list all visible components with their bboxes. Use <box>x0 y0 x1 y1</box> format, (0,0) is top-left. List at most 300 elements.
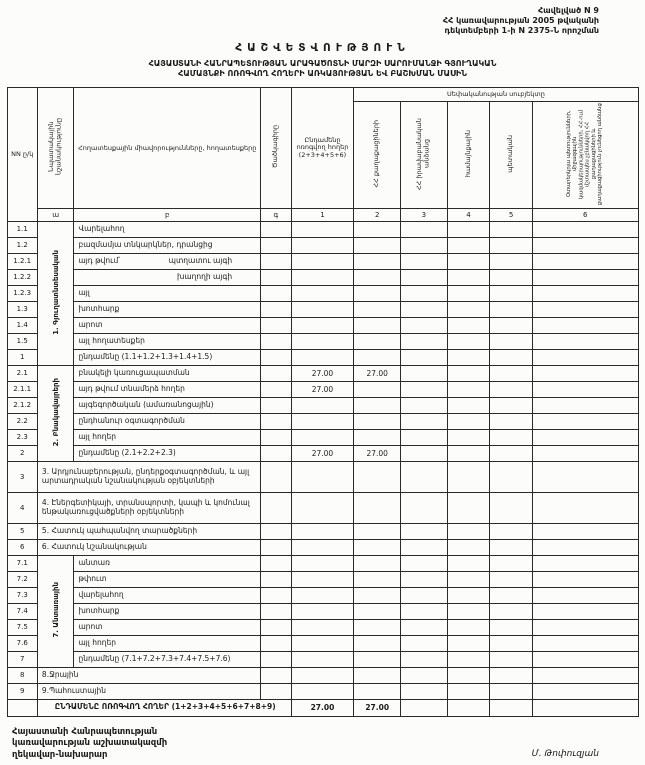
ownership-value-cell <box>532 699 638 716</box>
ownership-value-cell <box>447 683 490 699</box>
total-value-cell <box>291 651 354 667</box>
total-value-cell <box>291 587 354 603</box>
total-value-cell <box>291 237 354 253</box>
ownership-value-cell <box>532 539 638 555</box>
ownership-value-cell <box>532 523 638 539</box>
ownership-value-cell <box>401 333 448 349</box>
row-number-cell: 7 <box>7 651 37 667</box>
land-type-cell: բնակելի կառուցապատման <box>74 365 261 381</box>
land-type-cell: ընդհանուր օգտագործման <box>74 413 261 429</box>
ownership-value-cell <box>401 285 448 301</box>
row-number-cell: 1.2.1 <box>7 253 37 269</box>
ownership-value-cell <box>354 413 401 429</box>
ownership-value-cell <box>532 492 638 523</box>
total-value-cell: 27.00 <box>291 699 354 716</box>
ownership-value-cell <box>354 651 401 667</box>
category-label: 2. Բնակավայրերի <box>51 378 60 447</box>
ownership-value-cell <box>447 603 490 619</box>
table-row <box>7 587 638 603</box>
land-type-cell: 3. Արդյունաբերության, ընդերքօգտագործման, և այլ արտադրական նշանակության օբյեկտների <box>37 461 260 492</box>
ownership-value-cell <box>532 587 638 603</box>
state-header-label: պետական <box>506 134 515 173</box>
land-type-cell: ընդամենը (1.1+1.2+1.3+1.4+1.5) <box>74 349 261 365</box>
ownership-value-cell <box>401 523 448 539</box>
ownership-value-cell <box>532 461 638 492</box>
ownership-value-cell <box>447 333 490 349</box>
total-value-cell <box>291 619 354 635</box>
row-number-cell: 2.3 <box>7 429 37 445</box>
ownership-value-cell <box>532 365 638 381</box>
footer-block <box>12 727 629 761</box>
code-cell <box>261 523 291 539</box>
total-value-cell <box>291 603 354 619</box>
foreign-header-label: Օտարերկրյա պետությունների, միջազգային կազմակերպությունների, ՀՀ-ում մշտապես չբնակվող ՀՀ քաղաքացիների և քաղաքացիություն չունեցող անձանց <box>566 102 604 205</box>
row-number-cell: 5 <box>7 523 37 539</box>
ownership-value-cell <box>490 221 533 237</box>
code-cell <box>261 381 291 397</box>
category-cell <box>37 365 74 461</box>
code-cell <box>261 445 291 461</box>
row-number-cell: 2 <box>7 445 37 461</box>
ownership-value-cell <box>354 667 401 683</box>
total-value-cell <box>291 523 354 539</box>
col-header-foreign <box>532 101 638 208</box>
row-number-cell: 2.1 <box>7 365 37 381</box>
ownership-value-cell <box>490 381 533 397</box>
ownership-value-cell <box>490 667 533 683</box>
land-type-cell: այլ հողեր <box>74 429 261 445</box>
ownership-value-cell <box>532 603 638 619</box>
row-number-cell <box>7 699 37 716</box>
signatory-line3: ղեկավար-նախարար <box>12 749 108 760</box>
letter-cell: 4 <box>447 208 490 221</box>
land-type-cell: բազմամյա տնկարկներ, դրանցից <box>74 237 261 253</box>
ownership-value-cell <box>354 429 401 445</box>
code-cell <box>261 429 291 445</box>
land-type-cell: արոտ <box>74 619 261 635</box>
ownership-value-cell <box>354 523 401 539</box>
code-cell <box>261 269 291 285</box>
ownership-value-cell <box>532 429 638 445</box>
appendix-line1: Հավելված N 9 <box>537 6 599 15</box>
ownership-value-cell <box>354 397 401 413</box>
row-number-cell: 2.2 <box>7 413 37 429</box>
ownership-value-cell <box>401 683 448 699</box>
page-subtitle <box>6 59 639 80</box>
ownership-value-cell <box>447 555 490 571</box>
code-cell <box>261 397 291 413</box>
ownership-value-cell <box>490 445 533 461</box>
ownership-value-cell <box>490 603 533 619</box>
ownership-value-cell <box>401 555 448 571</box>
total-value-cell <box>291 317 354 333</box>
row-number-cell: 1.2.3 <box>7 285 37 301</box>
land-type-cell: 6. Հատուկ նշանակության <box>37 539 260 555</box>
land-type-cell: այգեգործական (ամառանոցային) <box>74 397 261 413</box>
ownership-value-cell <box>447 349 490 365</box>
land-type-cell: 9.Պահուստային <box>37 683 260 699</box>
table-row <box>7 699 638 716</box>
code-header-label: Ծածկագիրը <box>271 125 280 169</box>
letter-cell: 2 <box>354 208 401 221</box>
land-type-cell: արոտ <box>74 317 261 333</box>
ownership-value-cell <box>532 317 638 333</box>
ownership-value-cell <box>490 237 533 253</box>
total-value-cell <box>291 397 354 413</box>
land-type-cell: 8.Ջրային <box>37 667 260 683</box>
land-type-cell: 5. Հատուկ պահպանվող տարածքների <box>37 523 260 539</box>
total-value-cell <box>291 301 354 317</box>
ownership-value-cell <box>532 571 638 587</box>
ownership-value-cell <box>447 253 490 269</box>
ownership-value-cell <box>354 317 401 333</box>
table-row <box>7 413 638 429</box>
row-number-cell: 8 <box>7 667 37 683</box>
signatory-line2: կառավարության աշխատակազմի <box>12 738 168 749</box>
ownership-value-cell <box>447 237 490 253</box>
land-type-cell <box>74 253 261 269</box>
row-number-cell: 6 <box>7 539 37 555</box>
ownership-value-cell <box>532 269 638 285</box>
row-number-cell: 9 <box>7 683 37 699</box>
table-row <box>7 285 638 301</box>
code-cell <box>261 603 291 619</box>
category-label: 1. Գյուղատնտեսական <box>51 249 60 335</box>
row-number-cell: 3 <box>7 461 37 492</box>
ownership-value-cell <box>447 539 490 555</box>
table-row <box>7 523 638 539</box>
code-cell <box>261 587 291 603</box>
ownership-value-cell <box>447 635 490 651</box>
ownership-value-cell <box>447 397 490 413</box>
row-number-cell: 1 <box>7 349 37 365</box>
ownership-value-cell <box>532 619 638 635</box>
ownership-value-cell <box>490 587 533 603</box>
total-value-cell <box>291 555 354 571</box>
table-row <box>7 619 638 635</box>
row-number-cell: 1.3 <box>7 301 37 317</box>
code-cell <box>261 221 291 237</box>
total-value-cell <box>291 429 354 445</box>
ownership-value-cell <box>401 317 448 333</box>
land-type-cell: այդ թվում տնամերձ հողեր <box>74 381 261 397</box>
subtitle-line2: ՀԱՄԱՅՆՔԻ ՈՌՈԳՎՈՂ ՀՈՂԵՐԻ ԱՌԿԱՅՈՒԹՅԱՆ ԵՎ ԲԱՇԽՄԱՆ ՄԱՍԻՆ <box>178 69 467 79</box>
ownership-value-cell <box>401 301 448 317</box>
total-value-cell: 27.00 <box>291 445 354 461</box>
ownership-value-cell <box>490 635 533 651</box>
col-header-legal-entities <box>401 101 448 208</box>
land-type-cell: խոտհարք <box>74 603 261 619</box>
ownership-value-cell <box>490 253 533 269</box>
report-table <box>7 87 639 717</box>
code-cell <box>261 365 291 381</box>
letter-cell: 3 <box>401 208 448 221</box>
land-type-cell: ԸՆԴԱՄԵՆԸ ՈՌՈԳՎՈՂ ՀՈՂԵՐ (1+2+3+4+5+6+7+8+9) <box>37 699 291 716</box>
ownership-value-cell <box>532 333 638 349</box>
land-type-prefix: այդ թվում՝ <box>78 255 120 265</box>
land-type-cell: խոտհարք <box>74 301 261 317</box>
land-type-cell: վարելահող <box>74 587 261 603</box>
ownership-value-cell <box>354 349 401 365</box>
row-number-cell: 1.2.2 <box>7 269 37 285</box>
ownership-value-cell <box>447 221 490 237</box>
ownership-value-cell <box>490 555 533 571</box>
ownership-value-cell <box>532 237 638 253</box>
table-row <box>7 571 638 587</box>
category-cell <box>37 221 74 365</box>
table-row <box>7 429 638 445</box>
signatory-line1: Հայաստանի Հանրապետության <box>12 726 158 737</box>
code-cell <box>261 619 291 635</box>
table-row <box>7 317 638 333</box>
ownership-value-cell <box>447 413 490 429</box>
code-cell <box>261 237 291 253</box>
land-type-cell: այլ հողեր <box>74 635 261 651</box>
citizens-header-label: ՀՀ քաղաքացիների <box>372 120 381 188</box>
row-number-cell: 7.3 <box>7 587 37 603</box>
letter-cell: բ <box>74 208 261 221</box>
ownership-value-cell <box>354 603 401 619</box>
letter-cell: 5 <box>490 208 533 221</box>
ownership-value-cell <box>354 253 401 269</box>
code-cell <box>261 333 291 349</box>
ownership-value-cell <box>401 667 448 683</box>
land-type-cell: 4. Էներգետիկայի, տրանսպորտի, կապի և կոմունալ ենթակառուցվածքների օբյեկտների <box>37 492 260 523</box>
ownership-value-cell <box>447 571 490 587</box>
ownership-value-cell <box>532 683 638 699</box>
ownership-value-cell: 27.00 <box>354 445 401 461</box>
total-value-cell <box>291 253 354 269</box>
row-number-cell: 1.2 <box>7 237 37 253</box>
total-value-cell <box>291 461 354 492</box>
code-cell <box>261 635 291 651</box>
ownership-value-cell <box>532 349 638 365</box>
ownership-value-cell <box>401 461 448 492</box>
table-row <box>7 461 638 492</box>
letter-cell: գ <box>261 208 291 221</box>
total-value-cell <box>291 413 354 429</box>
total-value-cell <box>291 492 354 523</box>
code-cell <box>261 555 291 571</box>
row-number-cell: 7.2 <box>7 571 37 587</box>
table-row <box>7 301 638 317</box>
code-cell <box>261 651 291 667</box>
land-type-suffix: պտղատու այգի <box>168 255 233 265</box>
ownership-value-cell <box>447 445 490 461</box>
row-number-cell: 1.5 <box>7 333 37 349</box>
table-row <box>7 381 638 397</box>
total-value-cell <box>291 333 354 349</box>
table-row <box>7 603 638 619</box>
ownership-value-cell <box>401 635 448 651</box>
col-header-total: Ընդամենը ոռոգվող հողեր (2+3+4+5+6) <box>291 87 354 208</box>
row-number-cell: 4 <box>7 492 37 523</box>
table-row <box>7 365 638 381</box>
table-row <box>7 445 638 461</box>
category-cell <box>37 555 74 667</box>
ownership-value-cell <box>354 492 401 523</box>
land-type-cell: այլ <box>74 285 261 301</box>
table-row <box>7 237 638 253</box>
ownership-value-cell <box>354 237 401 253</box>
ownership-value-cell <box>490 683 533 699</box>
code-cell <box>261 667 291 683</box>
ownership-value-cell <box>447 317 490 333</box>
ownership-value-cell <box>401 603 448 619</box>
total-value-cell <box>291 683 354 699</box>
col-header-code <box>261 87 291 208</box>
code-cell <box>261 317 291 333</box>
land-type-cell: ընդամենը (2.1+2.2+2.3) <box>74 445 261 461</box>
ownership-value-cell <box>447 365 490 381</box>
total-value-cell <box>291 667 354 683</box>
table-row <box>7 269 638 285</box>
ownership-value-cell <box>532 413 638 429</box>
ownership-value-cell <box>447 285 490 301</box>
appendix-block <box>6 6 639 36</box>
ownership-value-cell <box>490 429 533 445</box>
table-row <box>7 651 638 667</box>
code-cell <box>261 285 291 301</box>
ownership-value-cell <box>532 445 638 461</box>
table-row <box>7 539 638 555</box>
ownership-value-cell <box>532 381 638 397</box>
ownership-value-cell <box>532 667 638 683</box>
land-type-cell: թփուտ <box>74 571 261 587</box>
ownership-value-cell <box>532 555 638 571</box>
ownership-value-cell <box>447 492 490 523</box>
total-value-cell <box>291 221 354 237</box>
ownership-value-cell <box>354 539 401 555</box>
total-value-cell <box>291 571 354 587</box>
ownership-value-cell <box>490 461 533 492</box>
ownership-value-cell <box>401 429 448 445</box>
col-header-community <box>447 101 490 208</box>
ownership-value-cell <box>354 587 401 603</box>
ownership-value-cell <box>354 285 401 301</box>
ownership-value-cell <box>490 571 533 587</box>
ownership-value-cell <box>401 539 448 555</box>
ownership-value-cell <box>490 301 533 317</box>
ownership-value-cell <box>401 269 448 285</box>
letter-cell: 1 <box>291 208 354 221</box>
ownership-value-cell <box>532 253 638 269</box>
ownership-value-cell <box>532 635 638 651</box>
ownership-value-cell <box>401 492 448 523</box>
ownership-value-cell <box>490 285 533 301</box>
ownership-value-cell <box>447 301 490 317</box>
table-row <box>7 333 638 349</box>
appendix-line2: ՀՀ կառավարության 2005 թվականի <box>442 16 599 25</box>
total-value-cell <box>291 539 354 555</box>
row-number-cell: 7.4 <box>7 603 37 619</box>
table-row <box>7 667 638 683</box>
ownership-value-cell <box>490 333 533 349</box>
ownership-value-cell <box>401 699 448 716</box>
table-row <box>7 221 638 237</box>
ownership-value-cell <box>354 381 401 397</box>
ownership-value-cell: 27.00 <box>354 365 401 381</box>
ownership-value-cell <box>401 349 448 365</box>
total-value-cell <box>291 269 354 285</box>
ownership-value-cell <box>447 381 490 397</box>
table-row <box>7 492 638 523</box>
ownership-value-cell <box>401 587 448 603</box>
ownership-value-cell <box>354 619 401 635</box>
total-value-cell <box>291 285 354 301</box>
land-type-cell: ընդամենը (7.1+7.2+7.3+7.4+7.5+7.6) <box>74 651 261 667</box>
letter-cell: ա <box>37 208 74 221</box>
ownership-value-cell <box>354 461 401 492</box>
col-header-nn: NN ը/կ <box>7 87 37 221</box>
ownership-value-cell <box>532 397 638 413</box>
code-cell <box>261 301 291 317</box>
code-cell <box>261 413 291 429</box>
row-number-cell: 7.1 <box>7 555 37 571</box>
ownership-value-cell <box>447 429 490 445</box>
table-row <box>7 349 638 365</box>
row-number-cell: 7.5 <box>7 619 37 635</box>
table-row <box>7 397 638 413</box>
ownership-value-cell <box>401 381 448 397</box>
ownership-value-cell <box>490 619 533 635</box>
ownership-value-cell <box>490 349 533 365</box>
subtitle-line1: ՀԱՅԱՍՏԱՆԻ ՀԱՆՐԱՊԵՏՈՒԹՅԱՆ ԱՐԱԳԱԾՈՏՆԻ ՄԱՐԶԻ ՍԱՐՈՒՄԱՆՋԻ ԳՅՈՒՂԱԿԱՆ <box>148 59 497 68</box>
code-cell <box>261 461 291 492</box>
table-row <box>7 635 638 651</box>
code-cell <box>261 492 291 523</box>
ownership-value-cell <box>354 635 401 651</box>
ownership-value-cell <box>532 301 638 317</box>
land-type-cell: անտառ <box>74 555 261 571</box>
row-number-cell: 2.1.2 <box>7 397 37 413</box>
ownership-value-cell <box>354 683 401 699</box>
ownership-value-cell <box>532 651 638 667</box>
ownership-value-cell <box>401 619 448 635</box>
ownership-value-cell <box>354 221 401 237</box>
category-label: 7. Անտառային <box>51 582 60 639</box>
signatory-title <box>12 727 167 761</box>
land-type-cell: այլ հողատեսքեր <box>74 333 261 349</box>
ownership-value-cell: 27.00 <box>354 699 401 716</box>
ownership-value-cell <box>490 317 533 333</box>
ownership-value-cell <box>401 237 448 253</box>
table-row <box>7 253 638 269</box>
ownership-value-cell <box>354 571 401 587</box>
col-header-state <box>490 101 533 208</box>
legal-entities-header-label: ՀՀ իրավաբանական անձանց <box>415 117 431 190</box>
total-value-cell <box>291 635 354 651</box>
table-row <box>7 683 638 699</box>
ownership-value-cell <box>490 269 533 285</box>
row-number-cell: 2.1.1 <box>7 381 37 397</box>
letter-cell: 6 <box>532 208 638 221</box>
row-number-cell: 7.6 <box>7 635 37 651</box>
col-header-citizens <box>354 101 401 208</box>
land-type-cell: Վարելահող <box>74 221 261 237</box>
ownership-value-cell <box>490 651 533 667</box>
purpose-header-label: Նպատակային նշանակությունը <box>47 118 63 176</box>
total-value-cell <box>291 349 354 365</box>
ownership-value-cell <box>490 539 533 555</box>
ownership-value-cell <box>354 269 401 285</box>
table-row <box>7 555 638 571</box>
code-cell <box>261 349 291 365</box>
ownership-value-cell <box>490 523 533 539</box>
ownership-value-cell <box>401 221 448 237</box>
page-title: ՀԱՇՎԵՏՎՈՒԹՅՈՒՆ <box>235 42 410 54</box>
ownership-value-cell <box>490 365 533 381</box>
